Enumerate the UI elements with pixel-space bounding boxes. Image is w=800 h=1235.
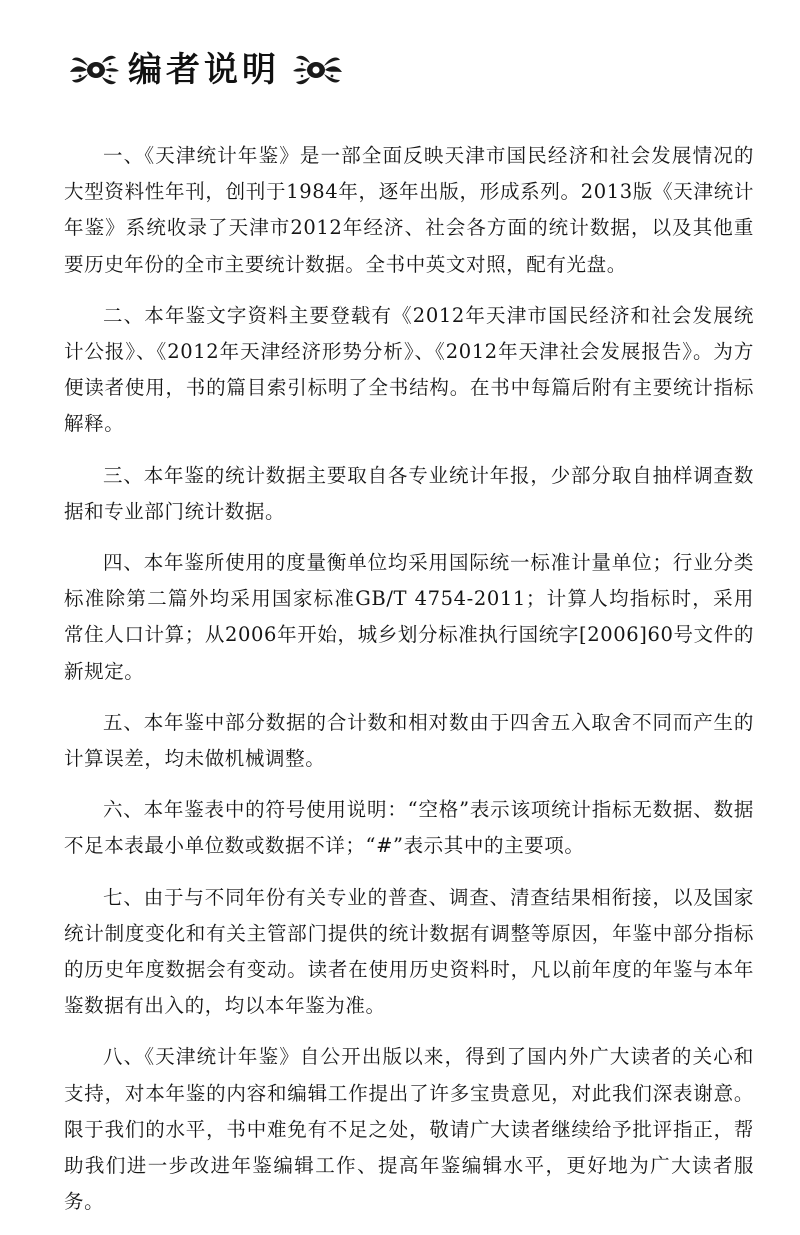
page-header bbox=[66, 40, 346, 100]
paragraph-1: 一、《天津统计年鉴》是一部全面反映天津市国民经济和社会发展情况的大型资料性年刊，创刊于1984年，逐年出版，形成系列。2013版《天津统计年鉴》系统收录了天津市2012年经济、社会各方面的统计数据，以及其他重要历史年份的全市主要统计数据。全书中英文对照，配有光盘。 bbox=[64, 144, 754, 276]
paragraph-7: 七、由于与不同年份有关专业的普查、调查、清查结果相衔接，以及国家统计制度变化和有关主管部门提供的统计数据有调整等原因，年鉴中部分指标的历史年度数据会有变动。读者在使用历史资料时，凡以前年度的年鉴与本年鉴数据有出入的，均以本年鉴为准。 bbox=[64, 885, 754, 1018]
paragraph-3: 三、本年鉴的统计数据主要取自各专业统计年报，少部分取自抽样调查数据和专业部门统计数据。 bbox=[64, 463, 754, 523]
page-title: 编者说明 bbox=[128, 50, 280, 90]
paragraph-5: 五、本年鉴中部分数据的合计数和相对数由于四舍五入取舍不同而产生的计算误差，均未做机械调整。 bbox=[64, 710, 754, 771]
paragraph-6: 六、本年鉴表中的符号使用说明：“空格”表示该项统计指标无数据、数据不足本表最小单位数或数据不详；“#”表示其中的主要项。 bbox=[64, 798, 754, 858]
floral-ornament-icon bbox=[290, 46, 346, 94]
paragraph-4: 四、本年鉴所使用的度量衡单位均采用国际统一标准计量单位；行业分类标准除第二篇外均采用国家标准GB/T 4754-2011；计算人均指标时，采用常住人口计算；从2006年开始，城乡划分标准执行国统字[2006]60号文件的新规定。 bbox=[64, 551, 754, 683]
paragraph-8: 八、《天津统计年鉴》自公开出版以来，得到了国内外广大读者的关心和支持，对本年鉴的内容和编辑工作提出了许多宝贵意见，对此我们深表谢意。限于我们的水平，书中难免有不足之处，敬请广大读者继续给予批评指正，帮助我们进一步改进年鉴编辑工作、提高年鉴编辑水平，更好地为广大读者服务。 bbox=[64, 1045, 754, 1214]
floral-ornament-icon bbox=[66, 46, 122, 94]
paragraph-2: 二、本年鉴文字资料主要登载有《2012年天津市国民经济和社会发展统计公报》、《2012年天津经济形势分析》、《2012年天津社会发展报告》。为方便读者使用，书的篇目索引标明了全书结构。在书中每篇后附有主要统计指标解释。 bbox=[64, 303, 754, 436]
editor-notes-body bbox=[64, 138, 754, 1235]
